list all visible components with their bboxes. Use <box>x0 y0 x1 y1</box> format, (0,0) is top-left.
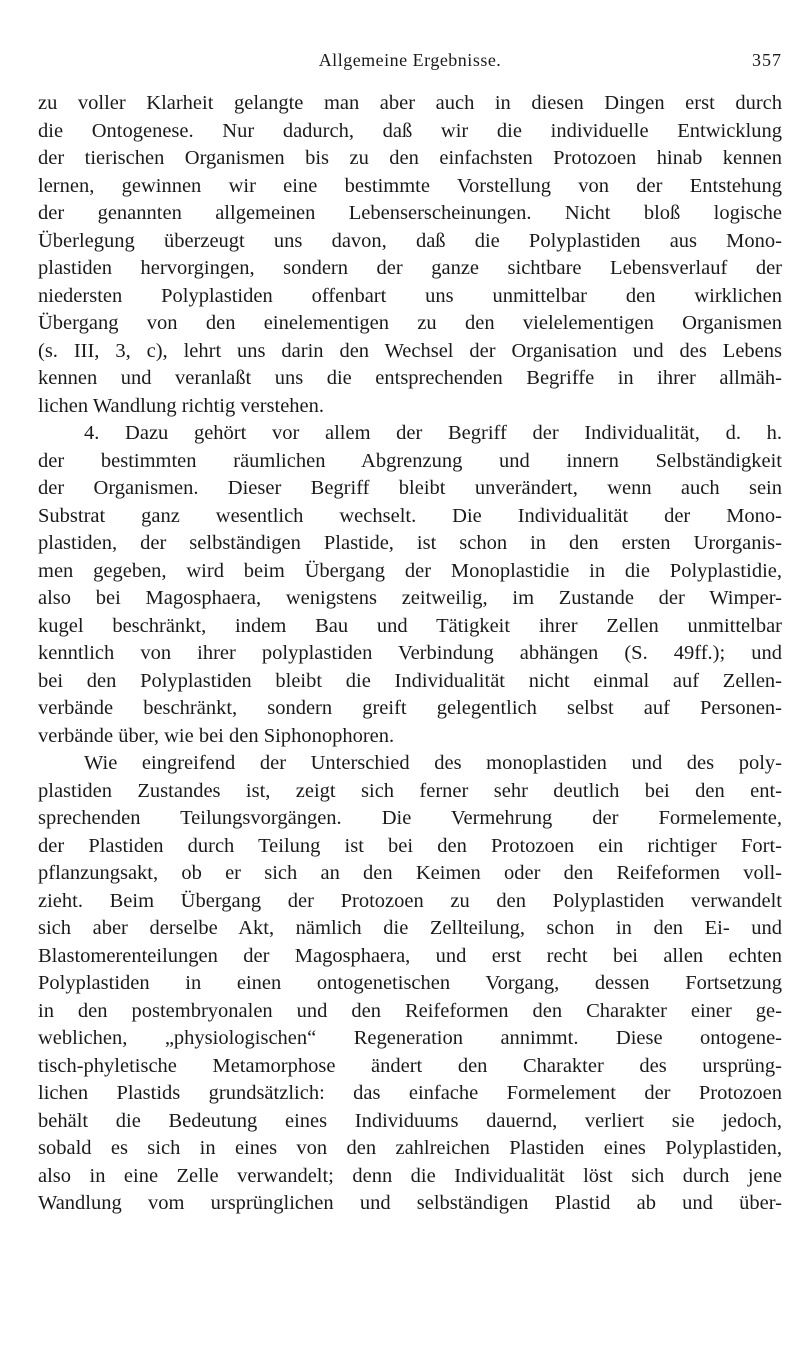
text-line: Wie eingreifend der Unterschied des monoplastiden und des poly- <box>84 752 782 774</box>
text-line: die Ontogenese. Nur dadurch, daß wir die individuelle Entwicklung <box>38 119 782 142</box>
text-line: Substrat ganz wesentlich wechselt. Die Individualität der Mono- <box>38 504 782 527</box>
text-line: kugel beschränkt, indem Bau und Tätigkeit ihrer Zellen unmittelbar <box>38 614 782 637</box>
text-line: sobald es sich in eines von den zahlreichen Plastiden eines Polyplastiden, <box>38 1137 782 1159</box>
text-line: lichen Wandlung richtig verstehen. <box>38 394 325 417</box>
text-line: kennen und veranlaßt uns die entsprechenden Begriffe in ihrer allmäh- <box>38 367 782 389</box>
text-line: der Plastiden durch Teilung ist bei den Protozoen ein richtiger Fort- <box>38 834 782 857</box>
text-line: 4. Dazu gehört vor allem der Begriff der Individualität, d. h. <box>84 422 782 444</box>
text-line: zu voller Klarheit gelangte man aber auch in diesen Dingen erst durch <box>38 92 782 114</box>
text-line: lernen, gewinnen wir eine bestimmte Vorstellung von der Entstehung <box>38 174 782 197</box>
text-line: der genannten allgemeinen Lebenserscheinungen. Nicht bloß logische <box>38 202 782 224</box>
text-line: Blastomerenteilungen der Magosphaera, und erst recht bei allen echten <box>38 944 782 967</box>
text-line: sich aber derselbe Akt, nämlich die Zellteilung, schon in den Ei- und <box>38 917 782 939</box>
running-head <box>38 50 782 76</box>
body-text <box>38 90 782 1218</box>
running-title: Allgemeine Ergebnisse. <box>318 50 502 70</box>
text-line: plastiden, der selbständigen Plastide, ist schon in den ersten Urorganis- <box>38 532 782 554</box>
page-number: 357 <box>752 50 782 70</box>
text-line: Übergang von den einelementigen zu den vielelementigen Organismen <box>38 312 782 334</box>
text-line: also in eine Zelle verwandelt; denn die Individualität löst sich durch jene <box>38 1164 782 1187</box>
text-line: der bestimmten räumlichen Abgrenzung und innern Selbständigkeit <box>38 449 782 472</box>
text-line: behält die Bedeutung eines Individuums dauernd, verliert sie jedoch, <box>38 1109 782 1132</box>
text-line: bei den Polyplastiden bleibt die Individualität nicht einmal auf Zellen- <box>38 669 782 692</box>
text-line: verbände beschränkt, sondern greift gelegentlich selbst auf Personen- <box>38 697 782 719</box>
text-line: der Organismen. Dieser Begriff bleibt unverändert, wenn auch sein <box>38 477 782 499</box>
text-line: Überlegung überzeugt uns davon, daß die Polyplastiden aus Mono- <box>38 229 782 252</box>
text-line: pflanzungsakt, ob er sich an den Keimen oder den Reifeformen voll- <box>38 862 782 884</box>
text-line: lichen Plastids grundsätzlich: das einfache Formelement der Protozoen <box>38 1082 782 1104</box>
text-line: plastiden Zustandes ist, zeigt sich ferner sehr deutlich bei den ent- <box>38 779 782 802</box>
text-line: verbände über, wie bei den Siphonophoren. <box>38 724 395 747</box>
text-line: niedersten Polyplastiden offenbart uns unmittelbar den wirklichen <box>38 284 782 307</box>
text-line: kenntlich von ihrer polyplastiden Verbindung abhängen (S. 49ff.); und <box>38 642 782 664</box>
text-line: men gegeben, wird beim Übergang der Monoplastidie in die Polyplastidie, <box>38 559 782 582</box>
text-line: sprechenden Teilungsvorgängen. Die Vermehrung der Formelemente, <box>38 807 782 829</box>
text-line: zieht. Beim Übergang der Protozoen zu den Polyplastiden verwandelt <box>38 889 782 912</box>
text-line: Wandlung vom ursprünglichen und selbständigen Plastid ab und über- <box>38 1192 782 1214</box>
text-line: (s. III, 3, c), lehrt uns darin den Wechsel der Organisation und des Lebens <box>38 339 782 362</box>
text-line: in den postembryonalen und den Reifeformen den Charakter einer ge- <box>38 999 782 1022</box>
text-line: weblichen, „physiologischen“ Regeneration annimmt. Diese ontogene- <box>38 1027 782 1049</box>
text-line: der tierischen Organismen bis zu den einfachsten Protozoen hinab kennen <box>38 147 782 169</box>
text-line: Polyplastiden in einen ontogenetischen Vorgang, dessen Fortsetzung <box>38 972 782 994</box>
text-line: tisch-phyletische Metamorphose ändert den Charakter des ursprüng- <box>38 1054 782 1077</box>
text-line: plastiden hervorgingen, sondern der ganze sichtbare Lebensverlauf der <box>38 257 782 279</box>
text-line: also bei Magosphaera, wenigstens zeitweilig, im Zustande der Wimper- <box>38 587 782 609</box>
